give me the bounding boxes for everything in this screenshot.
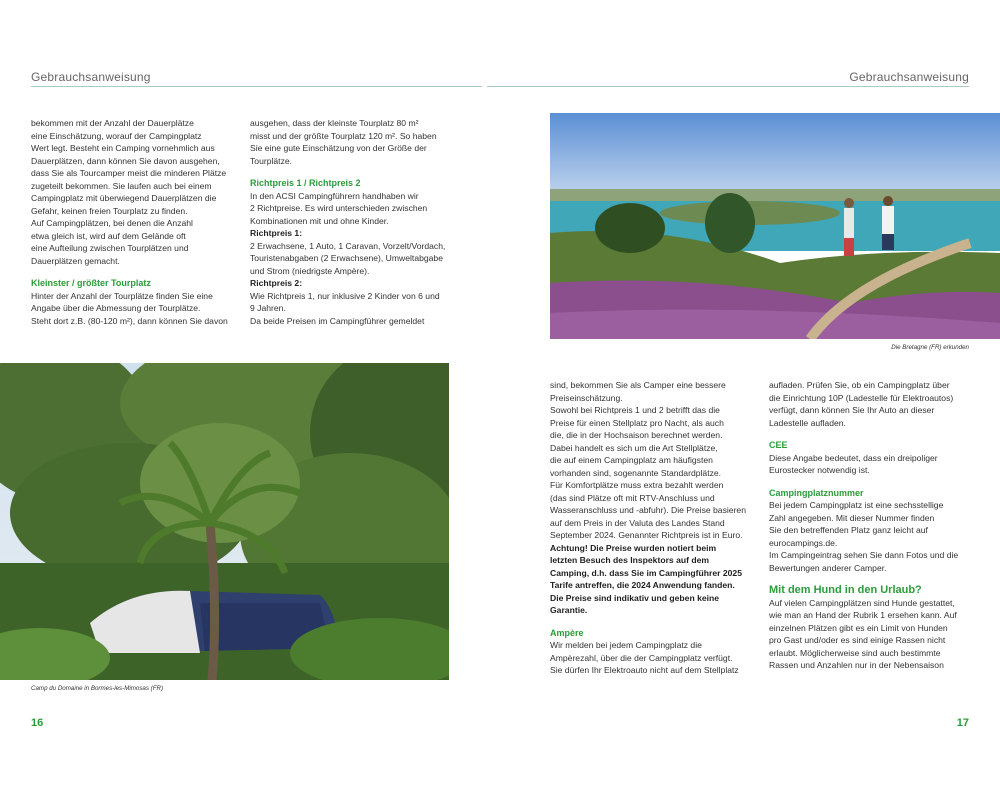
text-line: zugeteilt bekommen. Sie laufen auch bei einem [31,180,212,191]
text-column-4 [769,379,979,672]
text-line: Sie dürfen Ihr Elektroauto nicht auf dem Stellplatz [550,665,739,675]
text-line: Gefahr, keinen freien Tourplatz zu finden. [31,205,188,216]
text-line: einzelnen Plätzen gibt es ein Limit von Hunden [769,622,948,633]
text-line: Bewertungen anderer Camper. [769,562,887,573]
text-line: und Strom (niedrigste Ampère). [250,265,370,276]
text-line: Zahl angegeben. Mit dieser Nummer finden [769,512,935,523]
text-column-1 [31,117,236,327]
text-line: eine Einschätzung, worauf der Campingplatz [31,130,202,141]
text-line: Für Komfortplätze muss extra bezahlt werden [550,480,724,490]
warning-line: Achtung! Die Preise wurden notiert beim [550,542,717,553]
warning-line: Garantie. [550,605,588,615]
text-line: Tourplätze. [250,155,293,166]
caption-right: Die Bretagne (FR) erkunden [891,344,969,351]
text-line: bekommen mit der Anzahl der Dauerplätze [31,118,194,128]
running-header-right: Gebrauchsanweisung [849,70,969,84]
warning-line: Camping, d.h. dass Sie im Campingführer 2025 [550,567,742,578]
text-line: Touristenabgaben (2 Erwachsene), Umweltabgabe [250,253,443,263]
text-line: 9 Jahren. [250,303,286,313]
section-heading-ampere: Ampère [550,627,584,638]
text-line: die Einrichtung 10P (Ladestelle für Elektroautos) [769,392,954,403]
text-line: etwa gleich ist, wird auf dem Gelände oft [31,230,186,241]
text-line: (das sind Plätze oft mit RTV-Anschluss und [550,492,715,503]
text-line: pro Gast und/oder es sind einige Rassen nicht [769,635,946,645]
text-line: Campingplatz mit überwiegend Dauerplätzen die [31,193,217,203]
link-eurocampings[interactable]: eurocampings.de. [769,537,838,548]
text-line: wie man an Hand der Rubrik 1 ersehen kann. Auf [769,610,957,620]
paragraph-dauerplaetze [31,117,236,267]
text-line: verfügt, dann können Sie Ihr Auto an dieser [769,405,935,415]
text-line: Dabei handelt es sich um die Art Stellplätze, [550,442,718,453]
text-line: Preiseinschätzung. [550,392,623,403]
header-rule-left [31,86,482,87]
text-line: Da beide Preisen im Campingführer gemeldet [250,315,425,326]
text-line: auf dem Preis in der Valuta des Landes Stand [550,517,725,528]
text-line: Sie den betreffenden Platz ganz leicht auf [769,525,928,535]
text-line: Auf Campingplätzen, bei denen die Anzahl [31,218,193,228]
section-heading-cee: CEE [769,440,788,450]
section-heading-hund: Mit dem Hund in den Urlaub? [769,584,922,596]
text-line: erlaubt. Möglicherweise sind auch bestimmte [769,647,941,658]
text-line: die auf einem Campingplatz am häufigsten [550,455,713,465]
text-line: Dauerplätzen gemacht. [31,255,120,266]
photo-camping-tent [0,363,449,680]
text-line: Auf vielen Campingplätzen sind Hunde gestattet, [769,597,955,608]
text-line: Sowohl bei Richtpreis 1 und 2 betrifft das die [550,405,720,415]
warning-line: Die Preise sind indikativ und geben keine [550,592,720,603]
caption-left: Camp du Domaine in Bormes-les-Mimosas (FR) [31,685,164,692]
text-line: Wir melden bei jedem Campingplatz die [550,640,702,650]
section-heading-tourplatz: Kleinster / größter Tourplatz [31,278,151,288]
warning-line: Tarife antreffen, die 2024 Anwendung fanden. [550,580,735,590]
text-line: Im Campingeintrag sehen Sie dann Fotos und die [769,550,959,560]
text-line: Steht dort z.B. (80-120 m²), dann können Sie davon [31,315,228,326]
text-line: 2 Erwachsene, 1 Auto, 1 Caravan, Vorzelt/Vordach, [250,240,446,251]
warning-line: letzten Besuch des Inspektors auf dem [550,555,710,565]
text-line: Bei jedem Campingplatz ist eine sechsstellige [769,500,944,510]
text-column-3 [550,379,755,677]
text-line: 2 Richtpreise. Es wird unterschieden zwischen [250,203,428,213]
text-line: dass Sie als Tourcamper meist die minderen Plätze [31,168,227,178]
header-rule-right [487,86,969,87]
text-line: Kombinationen mit und ohne Kinder. [250,215,389,226]
text-line: misst und der größte Tourplatz 120 m². So haben [250,130,437,141]
text-line: ausgehen, dass der kleinste Tourplatz 80 m² [250,118,419,128]
section-heading-richtpreis: Richtpreis 1 / Richtpreis 2 [250,178,361,188]
section-heading-campingplatznummer: Campingplatznummer [769,487,864,498]
text-line: Ampèrezahl, über die der Campingplatz verfügt. [550,652,733,663]
text-line: Sie eine gute Einschätzung von der Größe der [250,143,427,153]
richtpreis-1-label: Richtpreis 1: [250,228,303,238]
text-line: aufladen. Prüfen Sie, ob ein Campingplatz über [769,380,950,390]
text-line: Preise für einen Stellplatz pro Nacht, als auch [550,417,724,428]
text-line: Eurostecker notwendig ist. [769,465,870,475]
text-line: In den ACSI Campingführern handhaben wir [250,190,419,201]
text-line: Wasseranschluss und -abfuhr). Die Preise basieren [550,505,746,515]
text-line: Wert legt. Besteht ein Camping vornehmlich aus [31,143,215,153]
text-line: Hinter der Anzahl der Tourplätze finden Sie eine [31,290,213,301]
text-line: vorhanden sind, sogenannte Standardplätze. [550,467,722,478]
text-line: Wie Richtpreis 1, nur inklusive 2 Kinder von 6 und [250,290,440,301]
text-column-2 [250,117,460,327]
text-line: Ladestelle aufladen. [769,417,846,428]
page-number-left: 16 [31,717,44,729]
text-line: Angabe über die Abmessung der Tourplätze. [31,303,201,313]
page-number-right: 17 [956,717,969,729]
text-line: eine Aufteilung zwischen Tourplätzen und [31,243,189,253]
running-header-left: Gebrauchsanweisung [31,70,151,84]
text-line: die, die in der Hochsaison berechnet werden. [550,430,723,440]
text-line: September 2024. Genannter Richtpreis ist in Euro. [550,530,743,540]
photo-bretagne-coast [550,113,1000,339]
text-line: Rassen und Anzahlen nur in der Nebensaison [769,660,944,670]
text-line: sind, bekommen Sie als Camper eine bessere [550,380,726,390]
richtpreis-2-label: Richtpreis 2: [250,278,303,288]
text-line: Diese Angabe bedeutet, dass ein dreipoliger [769,452,938,463]
text-line: Dauerplätzen, dann können Sie davon ausgehen, [31,155,220,166]
